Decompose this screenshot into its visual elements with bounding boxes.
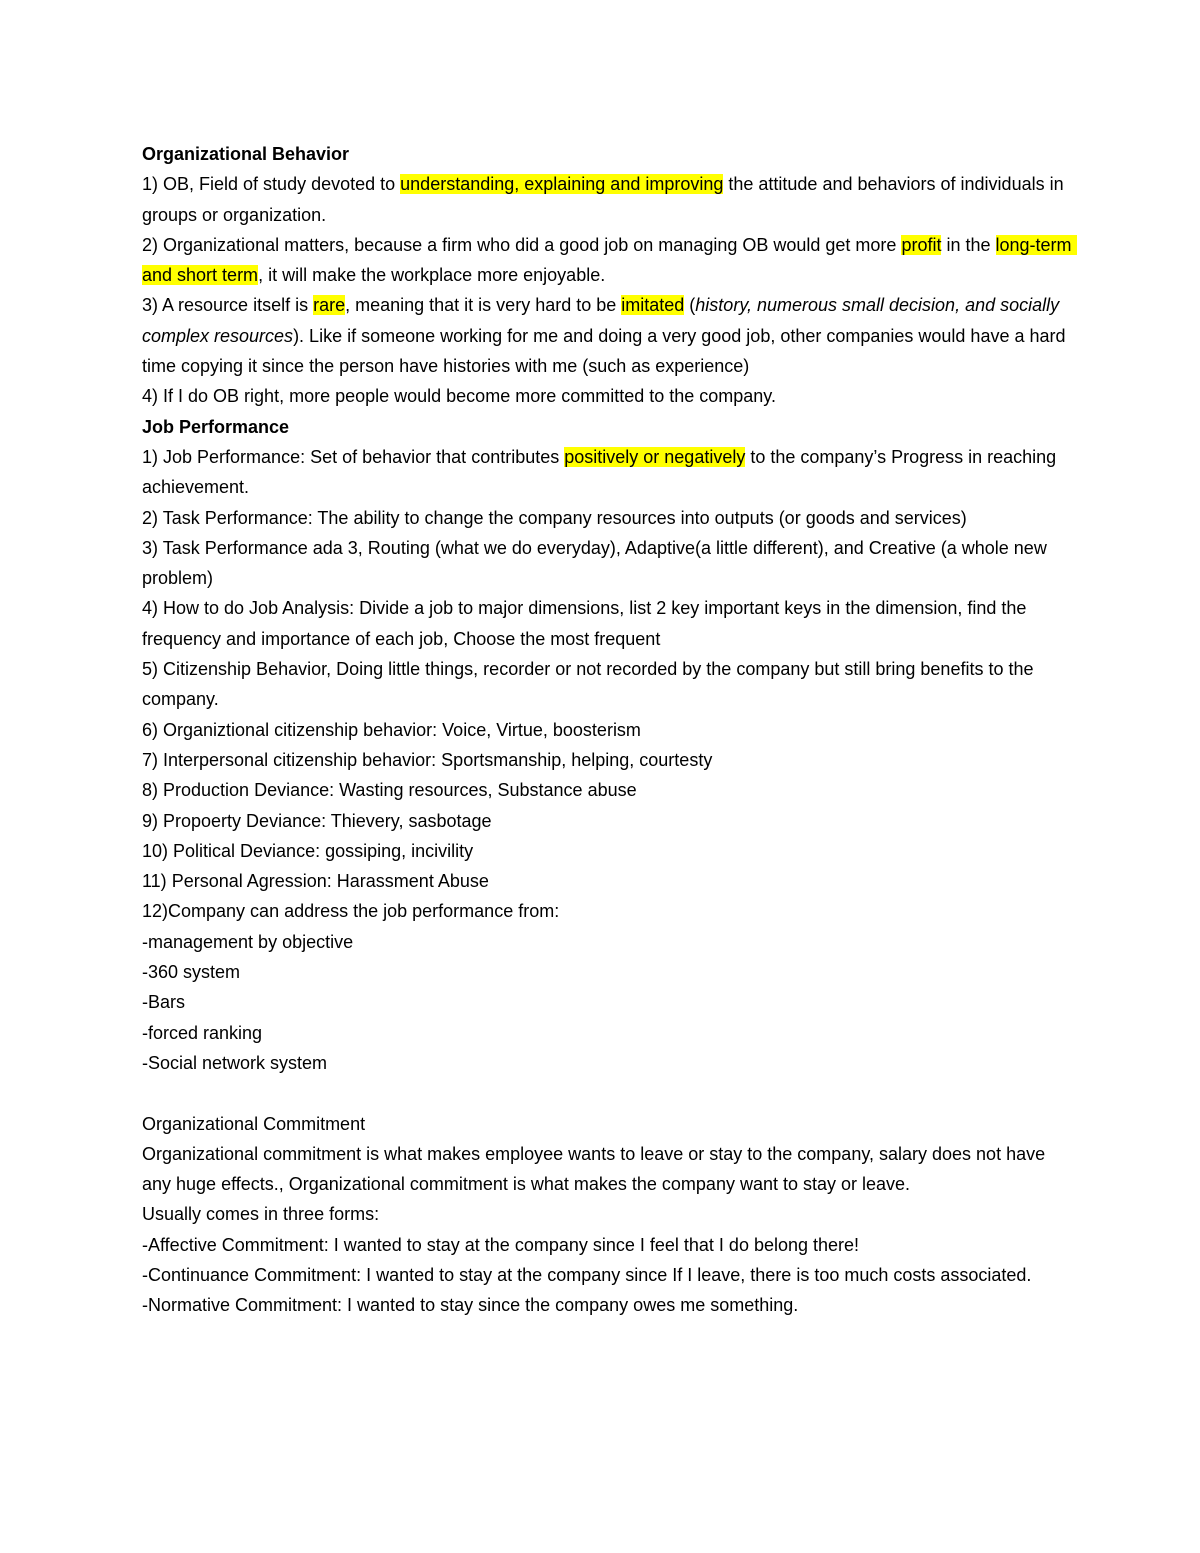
list-item: -management by objective <box>142 931 354 952</box>
point-number: 11) <box>142 871 167 892</box>
list-item: -Bars <box>142 992 186 1013</box>
point-text: Organiztional citizenship behavior: Voice, Virtue, boosterism <box>158 719 641 740</box>
section-heading-organizational-behavior: Organizational Behavior <box>142 144 350 164</box>
list-item: -Affective Commitment: I wanted to stay at the company since I feel that I do belong there! <box>142 1234 860 1255</box>
list-item: -Continuance Commitment: I wanted to stay at the company since If I leave, there is too much costs associated. <box>142 1264 1032 1285</box>
point-number: 4) <box>142 598 159 619</box>
oc-forms-intro: Usually comes in three forms: <box>142 1204 380 1225</box>
highlighted-text: long-term and short term <box>142 234 1077 286</box>
highlighted-text: understanding, explaining and improving <box>400 174 724 195</box>
point-text: Organizational matters, because a firm who did a good job on managing OB would get more <box>158 234 902 255</box>
point-text: Task Performance ada 3, Routing (what we do everyday), Adaptive(a little different), and Creative (a whole new problem) <box>142 537 1052 589</box>
jp-point-6 <box>142 715 1072 745</box>
point-text: the attitude and behaviors of individuals in groups or organization. <box>142 174 1069 225</box>
blank-line <box>142 1078 1072 1108</box>
ob-point-2 <box>142 230 1077 291</box>
point-number: 4) <box>142 386 159 407</box>
point-number: 9) <box>142 810 159 831</box>
section-heading-organizational-commitment: Organizational Commitment <box>142 1113 366 1134</box>
document-body <box>142 139 1077 1321</box>
jp-point-3 <box>142 533 1072 594</box>
point-text: Interpersonal citizenship behavior: Sportsmanship, helping, courtesty <box>158 749 713 770</box>
point-number: 10) <box>142 840 169 861</box>
point-text: ). Like if someone working for me and doing a very good job, other companies would have a hard time copying it since the person have histories with me (such as experience) <box>142 325 1071 377</box>
point-text: Company can address the job performance from: <box>168 901 560 922</box>
point-number: 8) <box>142 780 159 801</box>
point-text: Job Performance: Set of behavior that contributes <box>158 446 565 467</box>
ob-point-3 <box>142 290 1072 381</box>
italic-text: history, numerous small decision, and socially complex resources <box>142 295 1065 346</box>
point-text: OB, Field of study devoted to <box>158 174 401 195</box>
highlighted-text: positively or negatively <box>564 446 746 467</box>
point-number: 1) <box>142 446 159 467</box>
ob-point-4 <box>142 381 1072 411</box>
point-text: Citizenship Behavior, Doing little things, recorder or not recorded by the company but still bring benefits to the company. <box>142 659 1039 710</box>
list-item: -Social network system <box>142 1052 328 1073</box>
jp-point-9 <box>142 806 1072 836</box>
list-item: -360 system <box>142 962 241 983</box>
point-number: 5) <box>142 659 159 680</box>
jp-point-10 <box>142 836 1072 866</box>
point-text: Personal Agression: Harassment Abuse <box>166 871 489 892</box>
point-number: 7) <box>142 749 159 770</box>
point-text: A resource itself is <box>158 295 314 316</box>
point-number: 2) <box>142 507 159 528</box>
section-heading-job-performance: Job Performance <box>142 416 290 437</box>
jp-point-7 <box>142 745 1072 775</box>
point-text: If I do OB right, more people would become more committed to the company. <box>158 386 776 407</box>
jp-point-2 <box>142 503 1072 533</box>
point-number: 2) <box>142 234 159 255</box>
jp-point-8 <box>142 775 1072 805</box>
point-text: ( <box>684 295 696 316</box>
ob-point-1 <box>142 169 1072 230</box>
point-text: to the company’s Progress in reaching achievement. <box>142 446 1062 498</box>
jp-point-11 <box>142 866 1072 896</box>
point-text: , meaning that it is very hard to be <box>345 295 622 316</box>
point-number: 6) <box>142 719 159 740</box>
point-text: Propoerty Deviance: Thievery, sasbotage <box>158 810 492 831</box>
highlighted-text: profit <box>901 234 942 255</box>
point-number: 3) <box>142 537 159 558</box>
point-text: in the <box>941 234 996 255</box>
point-text: How to do Job Analysis: Divide a job to major dimensions, list 2 key important keys in the dimension, find the frequency and importance of each job, Choose the most frequent <box>142 598 1032 649</box>
point-number: 12) <box>142 901 169 922</box>
highlighted-text: imitated <box>621 295 685 316</box>
list-item: -forced ranking <box>142 1022 263 1043</box>
list-item: -Normative Commitment: I wanted to stay since the company owes me something. <box>142 1295 799 1316</box>
point-text: Task Performance: The ability to change the company resources into outputs (or goods and services) <box>158 507 967 528</box>
jp-point-5 <box>142 654 1072 715</box>
point-text: Political Deviance: gossiping, incivility <box>168 840 474 861</box>
jp-point-1 <box>142 442 1072 503</box>
point-number: 3) <box>142 295 159 316</box>
highlighted-text: rare <box>313 295 346 316</box>
point-number: 1) <box>142 174 159 195</box>
jp-point-12 <box>142 896 1072 926</box>
oc-paragraph: Organizational commitment is what makes employee wants to leave or stay to the company, salary does not have any huge effects., Organizational commitment is what makes the company want to stay or leave. <box>142 1143 1051 1195</box>
jp-point-4 <box>142 593 1072 654</box>
point-text: Production Deviance: Wasting resources, Substance abuse <box>158 780 637 801</box>
point-text: , it will make the workplace more enjoyable. <box>258 265 606 286</box>
